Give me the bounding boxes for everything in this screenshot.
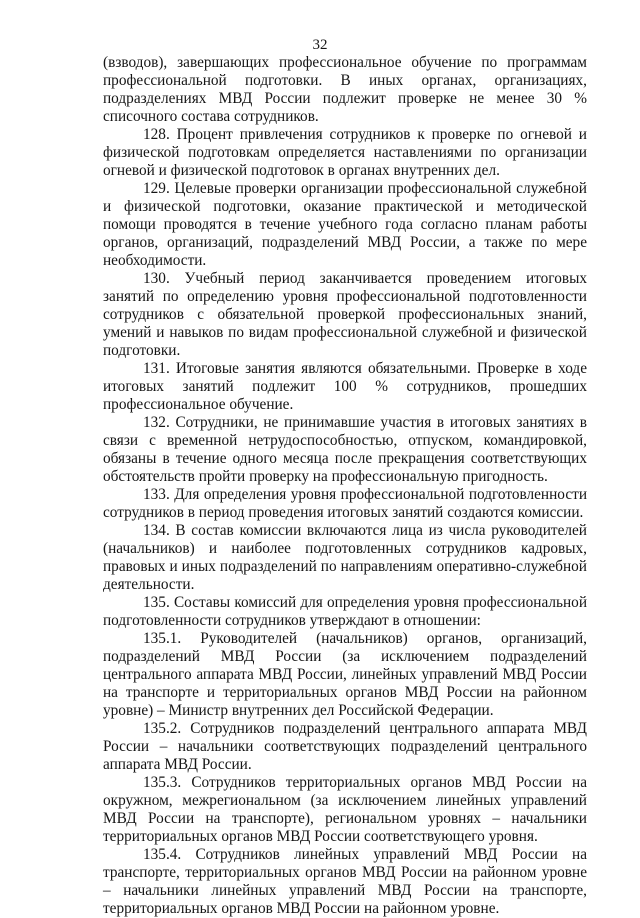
paragraph: 135.4. Сотрудников линейных управлений МВД России на транспорте, территориальных органов МВД России на районном уровне – начальники линейных управлений МВД России на транспорте, территориальных органов МВД России на районном уровне.: [103, 846, 587, 917]
paragraph: 134. В состав комиссии включаются лица из числа руководителей (начальников) и наиболее подготовленных сотрудников кадровых, правовых и иных подразделений по направлениям оперативно-служебной деятельности.: [103, 522, 587, 593]
paragraph: 132. Сотрудники, не принимавшие участия в итоговых занятиях в связи с временной нетрудоспособностью, отпуском, командировкой, обязаны в течение одного месяца после прекращения соответствующих обстоятельств пройти проверку на профессиональную пригодность.: [103, 414, 587, 485]
paragraph: 135.1. Руководителей (начальников) органов, организаций, подразделений МВД России (за исключением подразделений центрального аппарата МВД России, линейных управлений МВД России на транспорте и территориальных органов МВД России на районном уровне) – Министр внутренних дел Российской Федерации.: [103, 630, 587, 719]
paragraph: (взводов), завершающих профессиональное обучение по программам профессиональной подготовки. В иных органах, организациях, подразделениях МВД России подлежит проверке не менее 30 % списочного состава сотрудников.: [103, 54, 587, 125]
paragraph: 133. Для определения уровня профессиональной подготовленности сотрудников в период проведения итоговых занятий создаются комиссии.: [103, 486, 587, 521]
paragraph: 130. Учебный период заканчивается проведением итоговых занятий по определению уровня профессиональной подготовленности сотрудников с обязательной проверкой профессиональных знаний, умений и навыков по видам профессиональной служебной и физической подготовки.: [103, 270, 587, 359]
paragraph: 129. Целевые проверки организации профессиональной служебной и физической подготовки, оказание практической и методической помощи проводятся в течение учебного года согласно планам работы органов, организаций, подразделений МВД России, а также по мере необходимости.: [103, 180, 587, 269]
paragraph: 128. Процент привлечения сотрудников к проверке по огневой и физической подготовкам определяется наставлениями по организации огневой и физической подготовок в органах внутренних дел.: [103, 126, 587, 179]
document-body: [103, 54, 587, 918]
page-number: 32: [312, 37, 328, 53]
paragraph: 131. Итоговые занятия являются обязательными. Проверке в ходе итоговых занятий подлежит 100 % сотрудников, прошедших профессиональное обучение.: [103, 360, 587, 413]
paragraph: 135.3. Сотрудников территориальных органов МВД России на окружном, межрегиональном (за исключением линейных управлений МВД России на транспорте), региональном уровнях – начальники территориальных органов МВД России соответствующего уровня.: [103, 774, 587, 845]
paragraph: 135.2. Сотрудников подразделений центрального аппарата МВД России – начальники соответствующих подразделений центрального аппарата МВД России.: [103, 720, 587, 773]
paragraph: 135. Составы комиссий для определения уровня профессиональной подготовленности сотрудников утверждают в отношении:: [103, 594, 587, 629]
